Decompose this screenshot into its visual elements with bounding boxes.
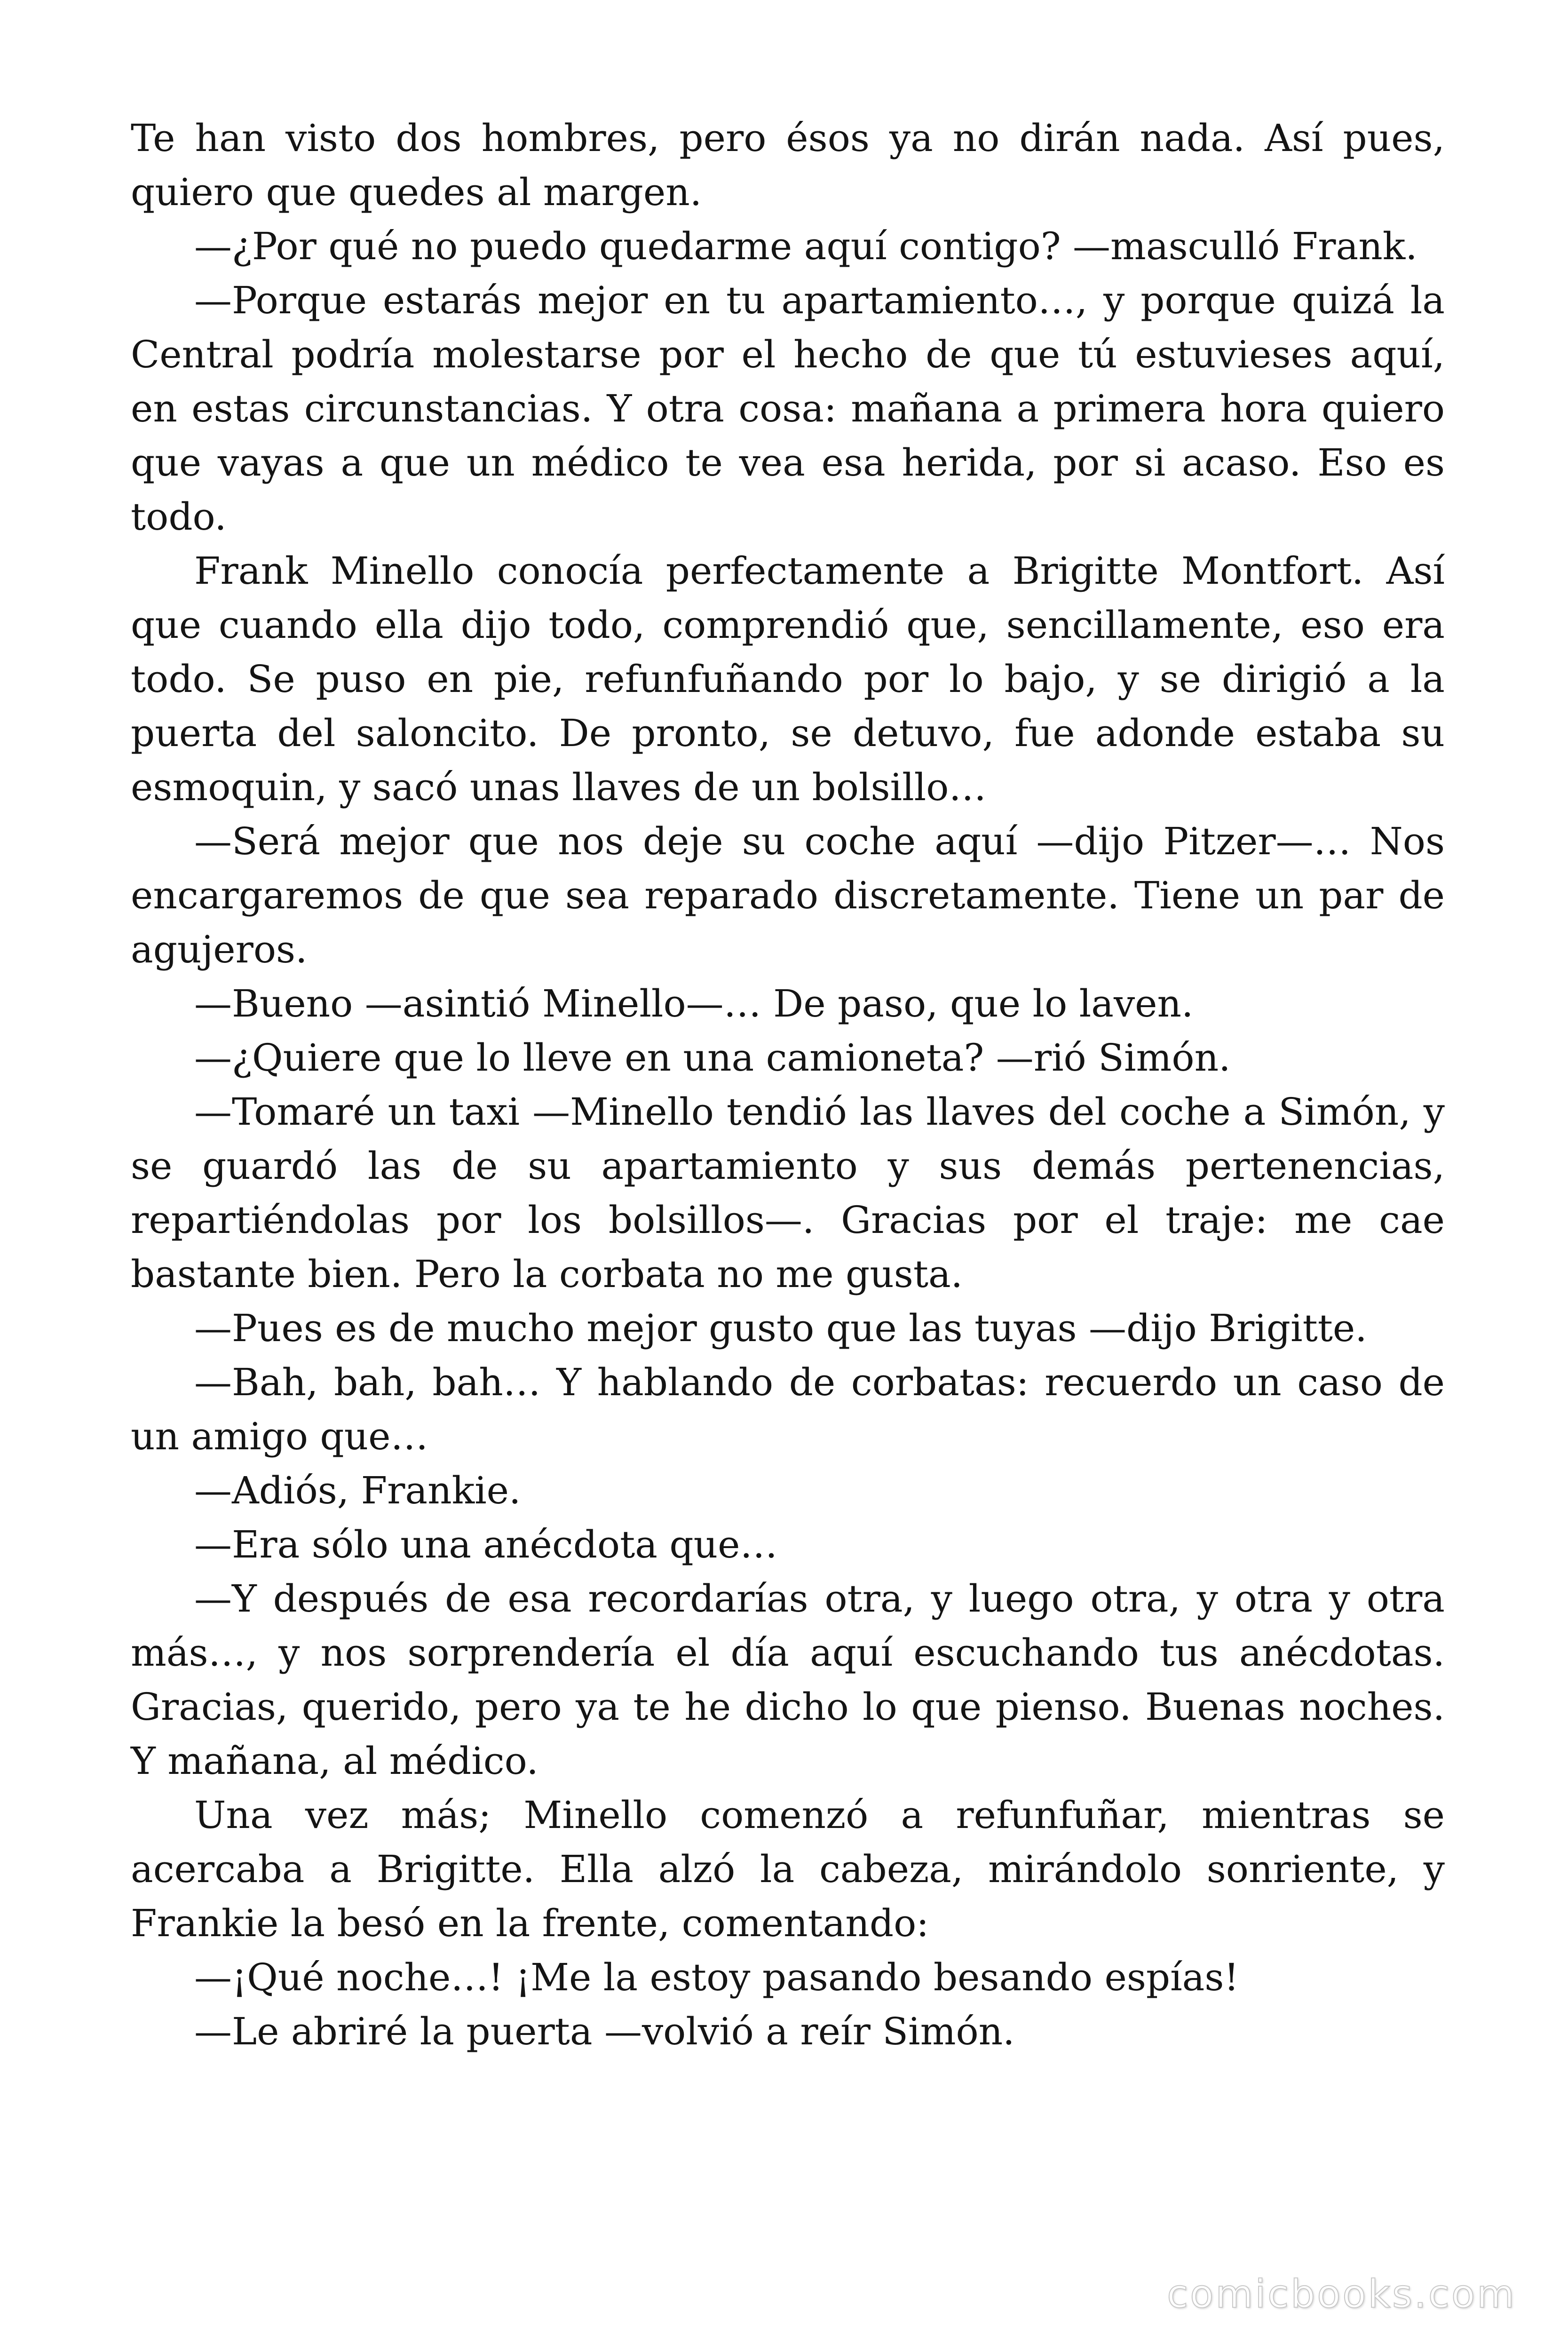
body-text [131,111,1445,2058]
paragraph: Una vez más; Minello comenzó a refunfuñar, mientras se acercaba a Brigitte. Ella alzó la cabeza, mirándolo sonriente, y Frankie la besó en la frente, comentando: [131,1793,1445,1945]
site-watermark: comicbooks.com [1167,2272,1516,2317]
paragraph: —Le abriré la puerta —volvió a reír Simón. [194,2010,1015,2053]
paragraph: —Adiós, Frankie. [194,1469,521,1512]
paragraph: —Bueno —asintió Minello—… De paso, que lo laven. [194,982,1194,1025]
paragraph: —Era sólo una anécdota que… [194,1523,778,1566]
paragraph: —Pues es de mucho mejor gusto que las tuyas —dijo Brigitte. [194,1306,1367,1350]
paragraph: —¡Qué noche…! ¡Me la estoy pasando besando espías! [194,1955,1239,1999]
paragraph: —Tomaré un taxi —Minello tendió las llaves del coche a Simón, y se guardó las de su apartamiento y sus demás pertenencias, repartiéndolas por los bolsillos—. Gracias por el traje: me cae bastante bien. Pero la corbata no me gusta. [131,1090,1445,1296]
paragraph: Frank Minello conocía perfectamente a Brigitte Montfort. Así que cuando ella dijo todo, comprendió que, sencillamente, eso era todo. Se puso en pie, refunfuñando por lo bajo, y se dirigió a la puerta del saloncito. De pronto, se detuvo, fue adonde estaba su esmoquin, y sacó unas llaves de un bolsillo… [131,549,1445,809]
paragraph: —¿Por qué no puedo quedarme aquí contigo? —masculló Frank. [194,224,1418,268]
paragraph: —Porque estarás mejor en tu apartamiento…, y porque quizá la Central podría molestarse por el hecho de que tú estuvieses aquí, en estas circunstancias. Y otra cosa: mañana a primera hora quiero que vayas a que un médico te vea esa herida, por si acaso. Eso es todo. [131,278,1445,539]
paragraph: —Bah, bah, bah… Y hablando de corbatas: recuerdo un caso de un amigo que… [131,1360,1445,1458]
paragraph: —¿Quiere que lo lleve en una camioneta? —rió Simón. [194,1036,1231,1080]
paragraph: —Será mejor que nos deje su coche aquí —dijo Pitzer—… Nos encargaremos de que sea reparado discretamente. Tiene un par de agujeros. [131,819,1445,971]
paragraph: Te han visto dos hombres, pero ésos ya no dirán nada. Así pues, quiero que quedes al margen. [131,116,1445,214]
paragraph: —Y después de esa recordarías otra, y luego otra, y otra y otra más…, y nos sorprendería el día aquí escuchando tus anécdotas. Gracias, querido, pero ya te he dicho lo que pienso. Buenas noches. Y mañana, al médico. [131,1577,1445,1783]
